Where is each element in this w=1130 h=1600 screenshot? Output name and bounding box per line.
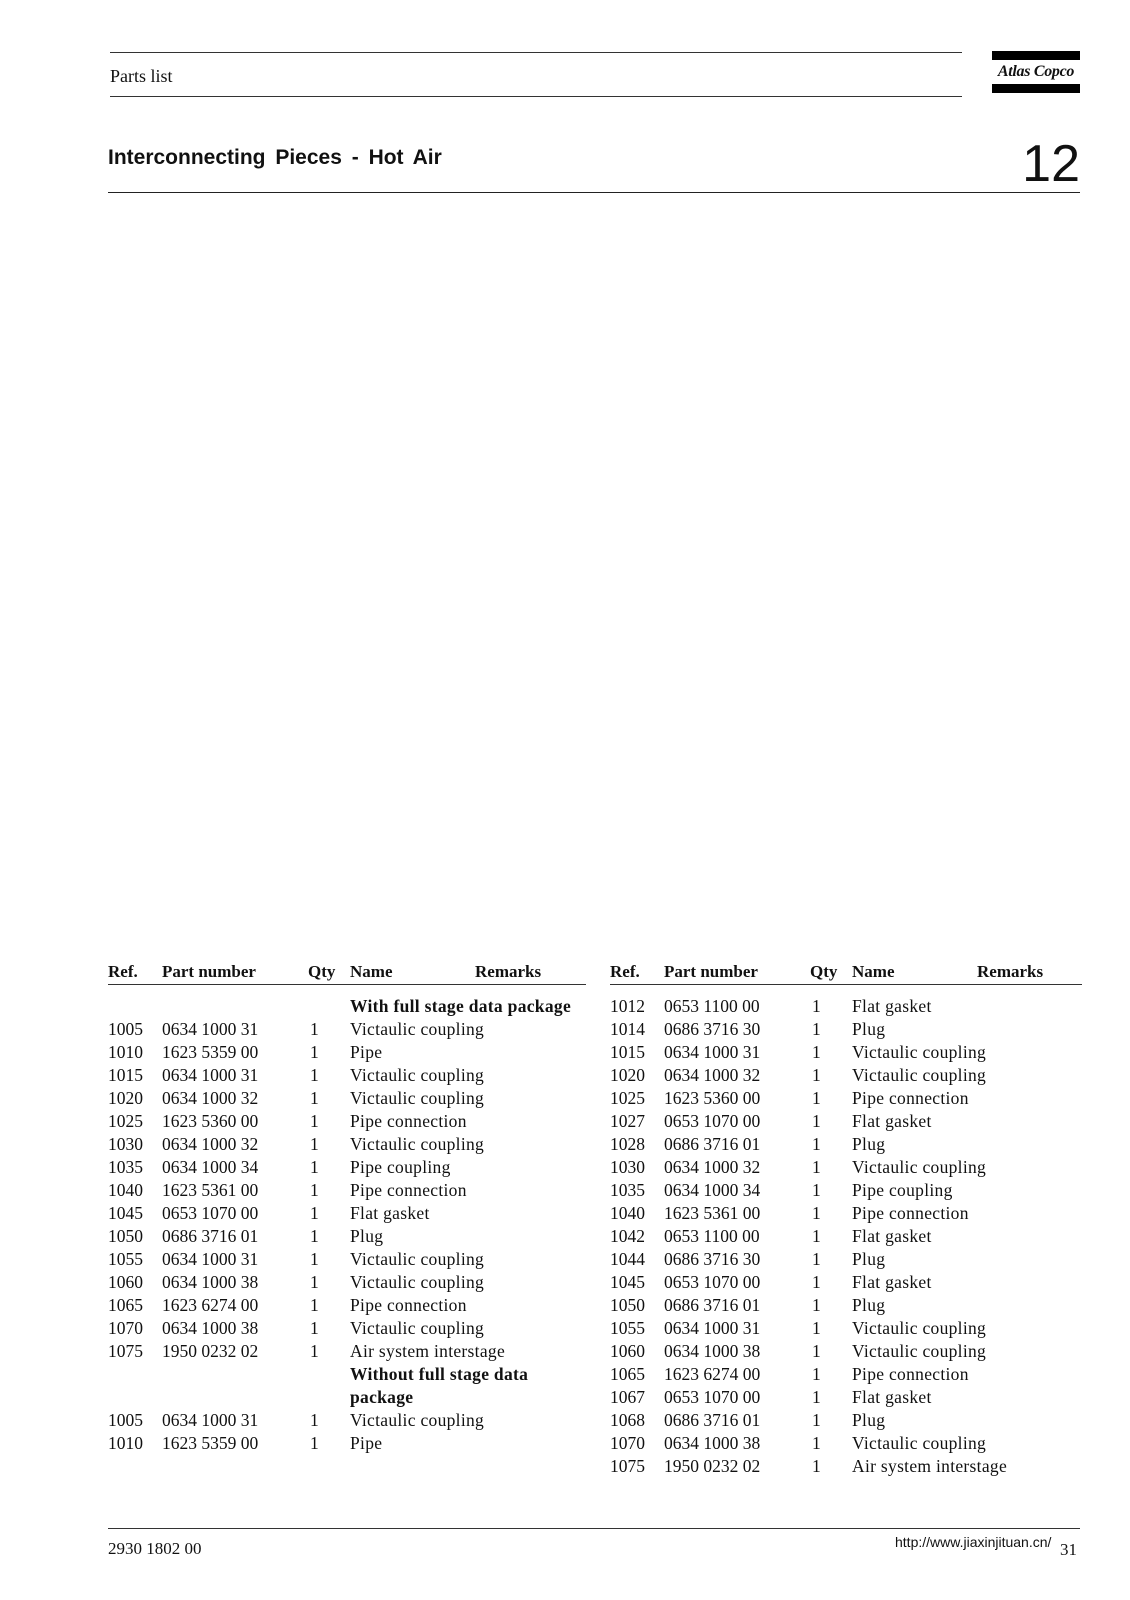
title-rule: [108, 192, 1080, 193]
qty-cell: 1: [812, 1157, 821, 1177]
ref-cell: 1014: [610, 1019, 645, 1039]
qty-cell: 1: [310, 1341, 319, 1361]
table-row: [610, 1455, 1082, 1478]
table-row: [108, 1409, 586, 1432]
ref-cell: 1040: [610, 1203, 645, 1223]
part-number-cell: 0686 3716 01: [664, 1410, 761, 1430]
table-subheading-row: [108, 995, 586, 1018]
logo-wordmark: Atlas Copco: [997, 63, 1075, 80]
subheading-text: With full stage data package: [350, 996, 572, 1016]
part-number-cell: 1623 5359 00: [162, 1042, 259, 1062]
table-row: [108, 1294, 586, 1317]
table-row: [610, 1202, 1082, 1225]
table-row: [610, 1317, 1082, 1340]
table-row: [610, 1248, 1082, 1271]
table-row: [108, 1064, 586, 1087]
ref-cell: 1042: [610, 1226, 645, 1246]
logo-bar-top: [992, 51, 1080, 60]
table-row: [108, 1133, 586, 1156]
name-cell: Flat gasket: [350, 1203, 430, 1223]
table-row: [610, 1340, 1082, 1363]
name-cell: Victaulic coupling: [852, 1433, 987, 1453]
ref-cell: 1028: [610, 1134, 645, 1154]
qty-cell: 1: [310, 1180, 319, 1200]
parts-table-left: [108, 960, 586, 1455]
ref-cell: 1045: [610, 1272, 645, 1292]
ref-cell: 1025: [610, 1088, 645, 1108]
table-row: [610, 1271, 1082, 1294]
name-cell: Plug: [852, 1019, 886, 1039]
table-row: [610, 1110, 1082, 1133]
ref-cell: 1050: [610, 1295, 645, 1315]
table-row: [108, 1317, 586, 1340]
table-row: [108, 1041, 586, 1064]
ref-cell: 1015: [108, 1065, 143, 1085]
footer-url[interactable]: http://www.jiaxinjituan.cn/: [895, 1534, 1052, 1550]
col-header-part-number: Part number: [664, 962, 758, 981]
ref-cell: 1040: [108, 1180, 143, 1200]
table-row: [108, 1271, 586, 1294]
part-number-cell: 0686 3716 01: [664, 1134, 761, 1154]
ref-cell: 1055: [610, 1318, 645, 1338]
table-body: [108, 995, 586, 1455]
ref-cell: 1035: [108, 1157, 143, 1177]
table-row: [610, 1041, 1082, 1064]
ref-cell: 1005: [108, 1410, 143, 1430]
part-number-cell: 0634 1000 31: [162, 1019, 259, 1039]
name-cell: Pipe coupling: [350, 1157, 451, 1177]
table-row: [108, 1018, 586, 1041]
table-row: [108, 1087, 586, 1110]
table-row: [610, 1064, 1082, 1087]
ref-cell: 1020: [108, 1088, 143, 1108]
part-number-cell: 0634 1000 38: [162, 1318, 259, 1338]
name-cell: Victaulic coupling: [852, 1065, 987, 1085]
part-number-cell: 0634 1000 32: [664, 1157, 761, 1177]
part-number-cell: 0634 1000 38: [664, 1341, 761, 1361]
part-number-cell: 1623 5361 00: [664, 1203, 761, 1223]
table-row: [610, 995, 1082, 1018]
ref-cell: 1045: [108, 1203, 143, 1223]
name-cell: Plug: [852, 1249, 886, 1269]
qty-cell: 1: [812, 1410, 821, 1430]
part-number-cell: 0653 1070 00: [664, 1387, 761, 1407]
col-header-ref: Ref.: [108, 962, 138, 981]
qty-cell: 1: [310, 1433, 319, 1453]
col-header-remarks: Remarks: [475, 962, 542, 981]
name-cell: Flat gasket: [852, 1272, 932, 1292]
ref-cell: 1065: [108, 1295, 143, 1315]
chapter-number: 12: [1022, 135, 1080, 193]
name-cell: Air system interstage: [852, 1456, 1008, 1476]
col-header-ref: Ref.: [610, 962, 640, 981]
qty-cell: 1: [310, 1111, 319, 1131]
qty-cell: 1: [812, 1272, 821, 1292]
ref-cell: 1025: [108, 1111, 143, 1131]
table-row: [610, 1087, 1082, 1110]
ref-cell: 1010: [108, 1042, 143, 1062]
table-row: [610, 1133, 1082, 1156]
part-number-cell: 0634 1000 38: [664, 1433, 761, 1453]
qty-cell: 1: [812, 1065, 821, 1085]
part-number-cell: 1950 0232 02: [664, 1456, 761, 1476]
part-number-cell: 0634 1000 32: [162, 1088, 259, 1108]
name-cell: Victaulic coupling: [350, 1019, 485, 1039]
subheading-text: Without full stage data package: [350, 1364, 529, 1407]
col-header-remarks: Remarks: [977, 962, 1044, 981]
part-number-cell: 0686 3716 01: [162, 1226, 259, 1246]
name-cell: Flat gasket: [852, 1387, 932, 1407]
footer-rule: [108, 1528, 1080, 1529]
qty-cell: 1: [310, 1249, 319, 1269]
name-cell: Pipe connection: [852, 1203, 969, 1223]
qty-cell: 1: [310, 1065, 319, 1085]
ref-cell: 1065: [610, 1364, 645, 1384]
table-header: [108, 960, 586, 985]
col-header-name: Name: [350, 962, 393, 981]
part-number-cell: 0686 3716 01: [664, 1295, 761, 1315]
page-title: Interconnecting Pieces - Hot Air: [108, 146, 442, 169]
table-row: [610, 1409, 1082, 1432]
table-row: [610, 1018, 1082, 1041]
qty-cell: 1: [812, 1042, 821, 1062]
ref-cell: 1075: [610, 1456, 645, 1476]
document-number: 2930 1802 00: [108, 1539, 202, 1558]
qty-cell: 1: [310, 1272, 319, 1292]
qty-cell: 1: [812, 1111, 821, 1131]
col-header-name: Name: [852, 962, 895, 981]
table-row: [610, 1386, 1082, 1409]
ref-cell: 1010: [108, 1433, 143, 1453]
name-cell: Pipe coupling: [852, 1180, 953, 1200]
ref-cell: 1068: [610, 1410, 645, 1430]
table-row: [108, 1202, 586, 1225]
qty-cell: 1: [812, 1364, 821, 1384]
table-row: [108, 1248, 586, 1271]
name-cell: Pipe connection: [852, 1088, 969, 1108]
qty-cell: 1: [812, 996, 821, 1016]
table-row: [610, 1179, 1082, 1202]
qty-cell: 1: [812, 1019, 821, 1039]
part-number-cell: 0634 1000 32: [162, 1134, 259, 1154]
qty-cell: 1: [310, 1318, 319, 1338]
part-number-cell: 0634 1000 31: [664, 1042, 761, 1062]
qty-cell: 1: [812, 1387, 821, 1407]
table-row: [610, 1432, 1082, 1455]
name-cell: Victaulic coupling: [350, 1318, 485, 1338]
qty-cell: 1: [812, 1134, 821, 1154]
atlas-copco-logo: [992, 51, 1080, 93]
qty-cell: 1: [812, 1341, 821, 1361]
ref-cell: 1044: [610, 1249, 645, 1269]
page-number: 31: [1060, 1540, 1077, 1559]
qty-cell: 1: [812, 1088, 821, 1108]
part-number-cell: 0686 3716 30: [664, 1019, 761, 1039]
name-cell: Air system interstage: [350, 1341, 506, 1361]
table-row: [610, 1294, 1082, 1317]
qty-cell: 1: [812, 1318, 821, 1338]
logo-bar-bottom: [992, 84, 1080, 93]
table-row: [108, 1110, 586, 1133]
col-header-qty: Qty: [308, 962, 336, 981]
part-number-cell: 0634 1000 32: [664, 1065, 761, 1085]
ref-cell: 1055: [108, 1249, 143, 1269]
table-subheading-row: [108, 1363, 586, 1409]
table-row: [610, 1225, 1082, 1248]
qty-cell: 1: [310, 1203, 319, 1223]
name-cell: Plug: [350, 1226, 384, 1246]
qty-cell: 1: [310, 1410, 319, 1430]
table-row: [610, 1156, 1082, 1179]
qty-cell: 1: [310, 1157, 319, 1177]
ref-cell: 1060: [108, 1272, 143, 1292]
ref-cell: 1060: [610, 1341, 645, 1361]
qty-cell: 1: [310, 1226, 319, 1246]
table-row: [108, 1179, 586, 1202]
qty-cell: 1: [812, 1433, 821, 1453]
part-number-cell: 1623 5360 00: [664, 1088, 761, 1108]
table-row: [108, 1432, 586, 1455]
name-cell: Pipe connection: [852, 1364, 969, 1384]
part-number-cell: 0686 3716 30: [664, 1249, 761, 1269]
name-cell: Flat gasket: [852, 996, 932, 1016]
part-number-cell: 0634 1000 31: [162, 1065, 259, 1085]
qty-cell: 1: [812, 1203, 821, 1223]
part-number-cell: 0634 1000 34: [664, 1180, 761, 1200]
qty-cell: 1: [812, 1180, 821, 1200]
part-number-cell: 0653 1070 00: [664, 1111, 761, 1131]
part-number-cell: 1623 5360 00: [162, 1111, 259, 1131]
header-bottom-rule: [110, 96, 962, 97]
ref-cell: 1070: [108, 1318, 143, 1338]
parts-table-right: [610, 960, 1082, 1478]
name-cell: Pipe: [350, 1042, 383, 1062]
name-cell: Victaulic coupling: [852, 1341, 987, 1361]
name-cell: Victaulic coupling: [350, 1134, 485, 1154]
qty-cell: 1: [812, 1226, 821, 1246]
qty-cell: 1: [812, 1456, 821, 1476]
col-header-qty: Qty: [810, 962, 838, 981]
part-number-cell: 0653 1070 00: [664, 1272, 761, 1292]
part-number-cell: 1623 6274 00: [664, 1364, 761, 1384]
name-cell: Victaulic coupling: [852, 1042, 987, 1062]
part-number-cell: 1623 5361 00: [162, 1180, 259, 1200]
table-row: [108, 1156, 586, 1179]
name-cell: Victaulic coupling: [350, 1065, 485, 1085]
part-number-cell: 0634 1000 31: [664, 1318, 761, 1338]
qty-cell: 1: [310, 1088, 319, 1108]
ref-cell: 1050: [108, 1226, 143, 1246]
qty-cell: 1: [310, 1042, 319, 1062]
name-cell: Pipe connection: [350, 1295, 467, 1315]
part-number-cell: 0634 1000 38: [162, 1272, 259, 1292]
ref-cell: 1035: [610, 1180, 645, 1200]
name-cell: Plug: [852, 1295, 886, 1315]
ref-cell: 1020: [610, 1065, 645, 1085]
header-top-rule: [110, 52, 962, 53]
name-cell: Pipe connection: [350, 1180, 467, 1200]
name-cell: Victaulic coupling: [852, 1157, 987, 1177]
part-number-cell: 0634 1000 31: [162, 1249, 259, 1269]
name-cell: Victaulic coupling: [350, 1272, 485, 1292]
ref-cell: 1015: [610, 1042, 645, 1062]
qty-cell: 1: [812, 1249, 821, 1269]
part-number-cell: 0634 1000 31: [162, 1410, 259, 1430]
part-number-cell: 1950 0232 02: [162, 1341, 259, 1361]
qty-cell: 1: [310, 1295, 319, 1315]
name-cell: Pipe connection: [350, 1111, 467, 1131]
qty-cell: 1: [310, 1134, 319, 1154]
qty-cell: 1: [310, 1019, 319, 1039]
ref-cell: 1005: [108, 1019, 143, 1039]
ref-cell: 1012: [610, 996, 645, 1016]
table-body: [610, 995, 1082, 1478]
name-cell: Plug: [852, 1410, 886, 1430]
name-cell: Pipe: [350, 1433, 383, 1453]
ref-cell: 1030: [610, 1157, 645, 1177]
part-number-cell: 1623 5359 00: [162, 1433, 259, 1453]
name-cell: Victaulic coupling: [350, 1410, 485, 1430]
name-cell: Plug: [852, 1134, 886, 1154]
ref-cell: 1070: [610, 1433, 645, 1453]
ref-cell: 1067: [610, 1387, 645, 1407]
name-cell: Victaulic coupling: [852, 1318, 987, 1338]
table-header: [610, 960, 1082, 985]
name-cell: Victaulic coupling: [350, 1088, 485, 1108]
qty-cell: 1: [812, 1295, 821, 1315]
ref-cell: 1030: [108, 1134, 143, 1154]
ref-cell: 1075: [108, 1341, 143, 1361]
col-header-part-number: Part number: [162, 962, 256, 981]
table-row: [610, 1363, 1082, 1386]
part-number-cell: 1623 6274 00: [162, 1295, 259, 1315]
part-number-cell: 0653 1100 00: [664, 1226, 760, 1246]
ref-cell: 1027: [610, 1111, 645, 1131]
name-cell: Flat gasket: [852, 1226, 932, 1246]
table-row: [108, 1340, 586, 1363]
section-label: Parts list: [110, 66, 173, 86]
part-number-cell: 0634 1000 34: [162, 1157, 259, 1177]
name-cell: Flat gasket: [852, 1111, 932, 1131]
part-number-cell: 0653 1070 00: [162, 1203, 259, 1223]
table-row: [108, 1225, 586, 1248]
name-cell: Victaulic coupling: [350, 1249, 485, 1269]
part-number-cell: 0653 1100 00: [664, 996, 760, 1016]
